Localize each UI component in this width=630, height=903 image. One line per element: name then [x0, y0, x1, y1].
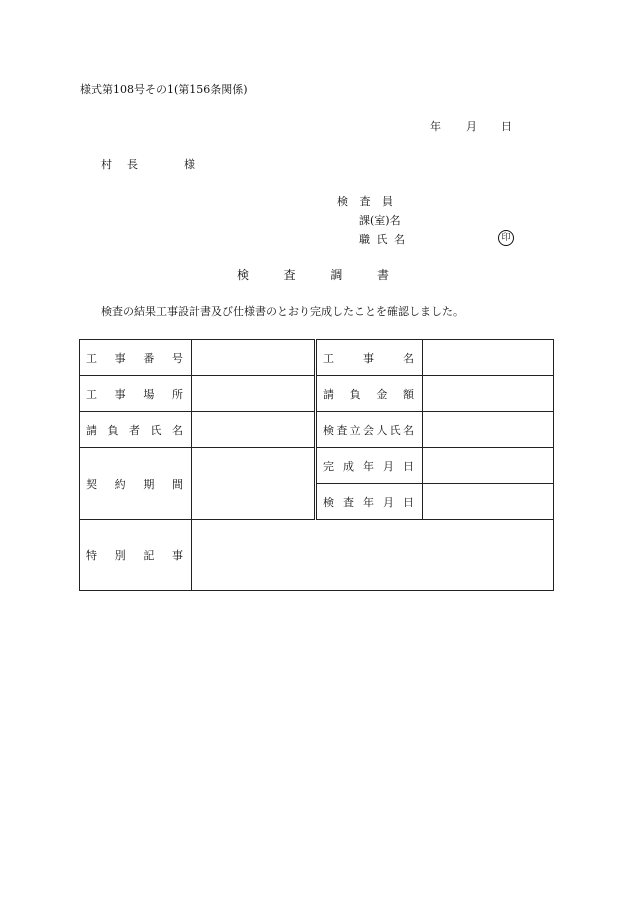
label-koji-bango: 工 事 番 号 [80, 340, 192, 376]
table-row [80, 376, 554, 412]
date-year-label: 年 [430, 120, 441, 133]
label-ukeoisha-shimei: 請 負 者 氏 名 [80, 412, 192, 448]
value-kansei-date[interactable] [423, 448, 554, 484]
inspector-dept-label: 課(室)名 [359, 214, 401, 227]
value-kensa-date[interactable] [423, 484, 554, 520]
label-koji-mei: 工 事 名 [316, 340, 423, 376]
form-reference: 様式第108号その1(第156条関係) [80, 83, 248, 96]
value-koji-mei[interactable] [423, 340, 554, 376]
value-ukeoisha-shimei[interactable] [192, 412, 316, 448]
value-keiyaku-kikan[interactable] [192, 448, 316, 520]
inspector-position-label: 職 氏 名 [359, 233, 405, 246]
inspection-table [79, 339, 554, 591]
value-koji-basho[interactable] [192, 376, 316, 412]
label-keiyaku-kikan: 契 約 期 間 [80, 448, 192, 520]
table-row [80, 448, 554, 484]
document-title: 検 査 調 書 [237, 268, 389, 282]
value-ukeoi-kingaku[interactable] [423, 376, 554, 412]
addressee-honorific: 様 [184, 158, 195, 171]
label-tachiainin: 検 査 立 会 人 氏 名 [316, 412, 423, 448]
label-kansei-date: 完 成 年 月 日 [316, 448, 423, 484]
value-tachiainin[interactable] [423, 412, 554, 448]
value-koji-bango[interactable] [192, 340, 316, 376]
label-ukeoi-kingaku: 請 負 金 額 [316, 376, 423, 412]
table-row [80, 412, 554, 448]
date-month-label: 月 [466, 120, 477, 133]
seal-mark: 印 [498, 230, 514, 246]
label-kensa-date: 検 査 年 月 日 [316, 484, 423, 520]
label-tokubetsu-kiji: 特 別 記 事 [80, 520, 192, 591]
addressee-name: 村 長 [101, 158, 138, 171]
inspector-role: 検 査 員 [337, 195, 393, 208]
statement-text: 検査の結果工事設計書及び仕様書のとおり完成したことを確認しました。 [101, 305, 464, 318]
value-tokubetsu-kiji[interactable] [192, 520, 554, 591]
table-row [80, 520, 554, 591]
date-day-label: 日 [501, 120, 512, 133]
label-koji-basho: 工 事 場 所 [80, 376, 192, 412]
table-row [80, 340, 554, 376]
